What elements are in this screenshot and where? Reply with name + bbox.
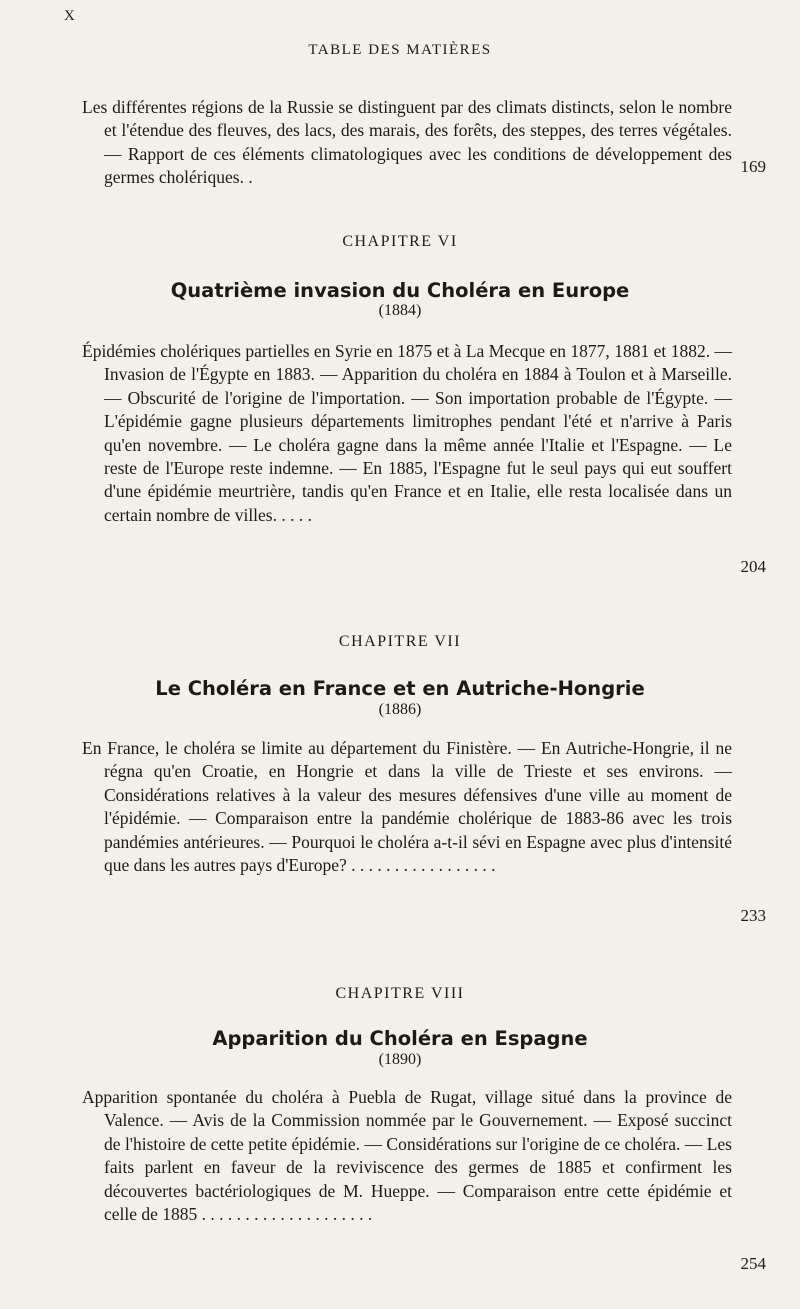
chapter-title: Apparition du Choléra en Espagne (212, 1027, 588, 1050)
toc-entry-chapter-viii (82, 1086, 732, 1226)
page-ref-254: 254 (740, 1254, 766, 1273)
running-head: TABLE DES MATIÈRES (308, 42, 492, 58)
page-ref-233: 233 (740, 906, 766, 925)
entry-summary: En France, le choléra se limite au département du Finistère. — En Autriche-Hongrie, il ne régna qu'en Croatie, en Hongrie et dans la ville de Trieste et ses environs. — Considérations relatives à la valeur des mesures défensives d'une ville au moment de l'épidémie. — Comparaison entre la pandémie cholérique de 1883-86 avec les trois pandémies antérieures. — Pourquoi le choléra a-t-il sévi en Espagne avec plus d'intensité que dans les autres pays d'Europe? . . . . . . . . . . . . . . . . . (82, 738, 732, 876)
toc-entry-chapter-vi (82, 340, 732, 527)
chapter-year: (1884) (378, 302, 422, 319)
chapter-label: CHAPITRE VIII (335, 985, 465, 1002)
page-number: X (64, 8, 75, 24)
page-ref-204: 204 (740, 557, 766, 576)
chapter-label: CHAPITRE VII (338, 633, 462, 650)
page-ref-169: 169 (740, 157, 766, 176)
chapter-year: (1886) (378, 701, 422, 718)
toc-entry-chapter-vii (82, 737, 732, 877)
entry-summary: Épidémies cholériques partielles en Syrie en 1875 et à La Mecque en 1877, 1881 et 1882. — Invasion de l'Égypte en 1883. — Apparition du choléra en 1884 à Toulon et à Marseille. — Obscurité de l'origine de l'importation. — Son importation probable de l'Égypte. — L'épidémie gagne plusieurs départements limitrophes pendant l'été et n'arrive à Paris qu'en novembre. — Le choléra gagne dans la même année l'Italie et l'Espagne. — Le reste de l'Europe reste indemne. — En 1885, l'Espagne fut le seul pays qui eut souffert d'une épidémie meurtrière, tandis qu'en France et en Italie, elle resta localisée dans un certain nombre de villes. . . . . (82, 341, 732, 525)
chapter-label: CHAPITRE VI (342, 233, 458, 250)
chapter-year: (1890) (378, 1051, 422, 1068)
chapter-title: Le Choléra en France et en Autriche-Hongrie (155, 677, 645, 700)
chapter-title: Quatrième invasion du Choléra en Europe (170, 279, 630, 302)
entry-summary: Les différentes régions de la Russie se distinguent par des climats distincts, selon le nombre et l'étendue des fleuves, des lacs, des marais, des forêts, des steppes, des terres végétales. — Rapport de ces éléments climatologiques avec les conditions de développement des germes cholériques. . (82, 97, 732, 188)
entry-summary: Apparition spontanée du choléra à Puebla de Rugat, village situé dans la province de Valence. — Avis de la Commission nommée par le Gouvernement. — Exposé succinct de l'histoire de cette petite épidémie. — Considérations sur l'origine de ce choléra. — Les faits parlent en faveur de la reviviscence des germes de 1885 et confirment les découvertes bactériologiques de M. Hueppe. — Comparaison entre cette épidémie et celle de 1885 . . . . . . . . . . . . . . . . . . . . (82, 1087, 732, 1225)
toc-entry-intro (82, 96, 732, 190)
